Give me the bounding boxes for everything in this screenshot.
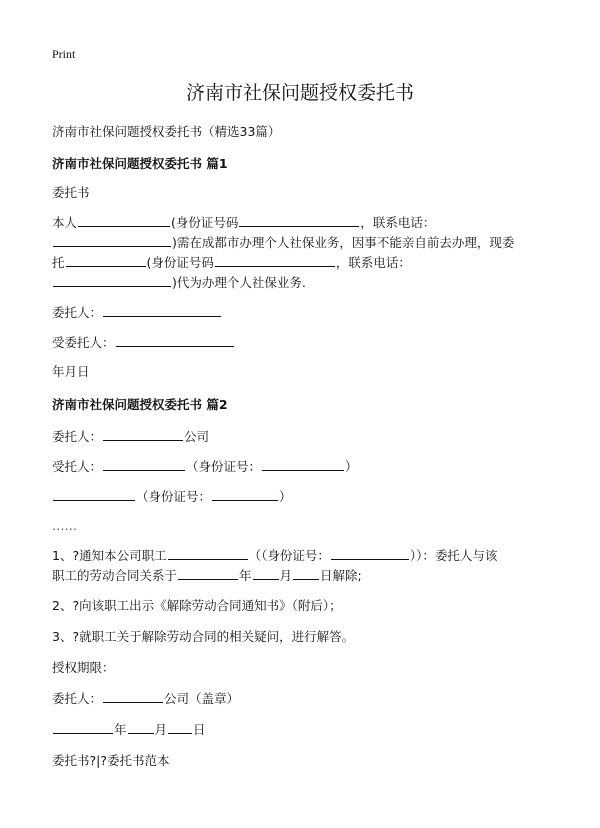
text: ，联系电话：	[335, 255, 411, 270]
section2-item2: 2、?向该职工出示《解除劳动合同通知书》（附后）；	[52, 598, 342, 613]
text: ）	[345, 459, 358, 474]
text: 年	[114, 722, 127, 737]
section1-principal	[52, 303, 222, 321]
text: 职工的劳动合同关系于	[52, 568, 178, 583]
text: 公司	[184, 429, 210, 444]
section2-term: 授权期限：	[52, 660, 115, 675]
blank-line	[168, 721, 192, 734]
text: 委托人：	[52, 305, 103, 320]
text: 受委托人：	[52, 335, 115, 350]
section1-paragraph-line3	[52, 253, 411, 271]
blank-line	[212, 488, 278, 501]
text: 日	[193, 722, 206, 737]
blank-line	[253, 567, 279, 580]
section1-paragraph-line2	[52, 233, 514, 251]
section1-paragraph-line4	[52, 273, 306, 291]
text: ））：委托人与该	[409, 548, 498, 563]
text: (身份证号码	[146, 255, 214, 270]
text: 本人	[52, 215, 78, 230]
blank-line	[103, 690, 163, 703]
text: 委托人：	[52, 691, 103, 706]
text: (身份证号码	[171, 215, 239, 230]
text: （身份证号：	[136, 489, 212, 504]
section2-item3: 3、?就职工关于解除劳动合同的相关疑问，进行解答。	[52, 629, 355, 644]
text: 托	[52, 255, 65, 270]
blank-line	[53, 721, 113, 734]
section1-paragraph-line1	[52, 213, 435, 231]
print-label[interactable]: Print	[52, 47, 76, 61]
section2-date	[52, 720, 206, 738]
text: ）	[279, 489, 292, 504]
text: 年	[239, 568, 252, 583]
ellipsis: ……	[52, 518, 77, 533]
blank-line	[178, 567, 238, 580]
blank-line	[168, 547, 248, 560]
blank-line	[262, 458, 344, 471]
blank-line	[53, 274, 171, 287]
blank-line	[53, 488, 135, 501]
text: 公司（盖章）	[164, 691, 240, 706]
section2-principal	[52, 427, 209, 445]
blank-line	[103, 304, 221, 317]
blank-line	[78, 214, 170, 227]
blank-line	[331, 547, 409, 560]
text: （身份证号：	[186, 459, 262, 474]
section1-agent	[52, 333, 235, 351]
blank-line	[239, 214, 359, 227]
text: 受托人：	[52, 459, 103, 474]
section2-heading: 济南市社保问题授权委托书 篇2	[52, 397, 228, 412]
section2-item1-line2	[52, 566, 362, 584]
section1-heading: 济南市社保问题授权委托书 篇1	[52, 156, 228, 171]
text: 月	[154, 722, 168, 737]
section2-item1-line1	[52, 546, 497, 564]
section2-principal2	[52, 689, 239, 707]
section2-agent-id	[52, 487, 292, 505]
text: 委托人：	[52, 429, 103, 444]
blank-line	[293, 567, 319, 580]
text: （（身份证号：	[248, 548, 330, 563]
text: 月	[279, 568, 293, 583]
text: )需在成都市办理个人社保业务，因事不能亲自前去办理，现委	[172, 235, 515, 250]
blank-line	[103, 458, 185, 471]
text: 1、?通知本公司职工	[52, 548, 167, 563]
section1-label: 委托书	[52, 185, 90, 200]
blank-line	[116, 334, 234, 347]
blank-line	[215, 254, 335, 267]
blank-line	[128, 721, 154, 734]
blank-line	[53, 234, 171, 247]
section2-agent	[52, 457, 358, 475]
blank-line	[103, 428, 183, 441]
text: ，联系电话：	[360, 215, 436, 230]
document-footer-tags: 委托书?|?委托书范本	[52, 753, 170, 768]
document-subtitle: 济南市社保问题授权委托书（精选33篇）	[52, 124, 281, 139]
page-title: 济南市社保问题授权委托书	[185, 82, 414, 104]
text: )代为办理个人社保业务.	[172, 275, 306, 290]
text: 日解除;	[320, 568, 362, 583]
blank-line	[66, 254, 146, 267]
section1-date: 年月日	[52, 364, 90, 379]
